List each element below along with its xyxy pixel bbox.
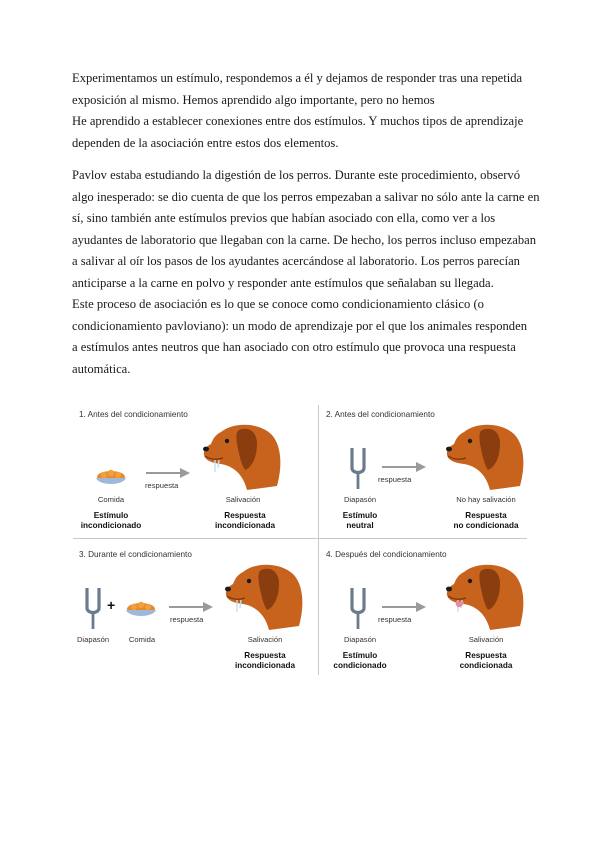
- panel-during-conditioning: [73, 540, 298, 675]
- plus-sign: +: [107, 597, 116, 613]
- stimulus-caption: Diapasón: [343, 635, 377, 644]
- dog-salivating-icon: [446, 564, 528, 634]
- divider-vertical: [318, 405, 319, 675]
- response-label-line: no condicionada: [453, 521, 519, 530]
- text-line: condicionamiento pavloviano): un modo de aprendizaje por el que los animales responden: [72, 318, 527, 333]
- text-line: a estímulos antes neutros que han asociado con otro estímulo que provoca una respuesta: [72, 340, 516, 354]
- food-bowl-icon: [95, 468, 129, 488]
- pavlov-paragraph: [72, 165, 540, 380]
- response-label-line: Respuesta: [224, 511, 266, 520]
- text-line: Pavlov estaba estudiando la digestión de los perros. Durante este procedimiento, observó: [72, 168, 521, 182]
- response-label-line: Respuesta: [465, 511, 507, 520]
- stimulus-label-line: incondicionado: [80, 521, 142, 530]
- text-line: dependen de la asociación entre estos dos elementos.: [72, 135, 339, 150]
- response-caption: No hay salivación: [456, 495, 516, 504]
- stimulus-caption: Diapasón: [76, 635, 110, 644]
- panel-title: 2. Antes del condicionamiento: [326, 410, 435, 419]
- text-line: anticiparse a la carne en polvo y responder ante estímulos que señalaban su llegada.: [72, 275, 494, 290]
- intro-paragraph: [72, 68, 527, 154]
- response-label: [215, 511, 275, 531]
- response-label: [460, 651, 513, 671]
- stimulus-label: [333, 651, 386, 671]
- response-label-line: incondicionada: [234, 661, 296, 670]
- dog-salivating-icon: [203, 424, 285, 494]
- text-line: algo inesperado: se dio cuenta de que los perros empezaban a salivar no sólo ante la carne en: [72, 189, 540, 204]
- arrow-icon: [169, 602, 215, 614]
- stimulus-caption: Comida: [97, 495, 125, 504]
- arrow-icon: [382, 602, 428, 614]
- arrow-label: respuesta: [145, 481, 179, 490]
- text-line: automática.: [72, 361, 131, 376]
- text-line: exposición al mismo. Hemos aprendido algo importante, pero no hemos: [72, 92, 435, 107]
- food-bowl-icon: [125, 600, 159, 620]
- tuning-fork-icon: [348, 586, 370, 632]
- conditioning-figure: [73, 400, 527, 680]
- response-label-line: condicionada: [459, 661, 513, 670]
- stimulus-label-line: condicionado: [333, 661, 387, 670]
- text-line: ayudantes de laboratorio que llegaban con la carne. De hecho, los perros incluso empezaban: [72, 232, 537, 247]
- panel-title: 4. Después del condicionamiento: [326, 550, 447, 559]
- text-line: Experimentamos un estímulo, respondemos a él y dejamos de responder tras una repetida: [72, 71, 523, 85]
- stimulus-label-line: Estímulo: [342, 511, 378, 520]
- response-caption: Salivación: [468, 635, 504, 644]
- response-label-line: Respuesta: [244, 651, 286, 660]
- stimulus-caption: Diapasón: [343, 495, 377, 504]
- panel-before-conditioning-food: [73, 400, 298, 535]
- text-line: sí, sino también ante estímulos previos que habían asociado con ella, como ver a los: [72, 211, 496, 225]
- stimulus-label-line: Estímulo: [93, 511, 129, 520]
- dog-salivating-icon: [225, 564, 307, 634]
- response-caption: Salivación: [225, 495, 261, 504]
- response-label: [235, 651, 295, 671]
- stimulus-caption: Comida: [128, 635, 156, 644]
- text-line: a salivar al oír los pasos de los ayudantes acercándose al laboratorio. Los perros parecían: [72, 254, 520, 268]
- panel-title: 3. Durante el condicionamiento: [79, 550, 192, 559]
- tuning-fork-icon: [348, 446, 370, 492]
- stimulus-label: [81, 511, 142, 531]
- dog-no-saliva-icon: [446, 424, 528, 494]
- text-line: Este proceso de asociación es lo que se conoce como condicionamiento clásico (o: [72, 297, 484, 311]
- tuning-fork-icon: [83, 586, 105, 632]
- response-label-line: Respuesta: [465, 651, 507, 660]
- arrow-label: respuesta: [170, 615, 204, 624]
- divider-horizontal: [73, 538, 527, 539]
- stimulus-label-line: neutral: [346, 521, 374, 530]
- response-label-line: incondicionada: [214, 521, 276, 530]
- response-caption: Salivación: [247, 635, 283, 644]
- arrow-label: respuesta: [378, 615, 412, 624]
- text-line: He aprendido a establecer conexiones entre dos estímulos. Y muchos tipos de aprendizaje: [72, 114, 524, 128]
- arrow-icon: [382, 462, 428, 474]
- panel-before-conditioning-fork: [320, 400, 545, 535]
- arrow-label: respuesta: [378, 475, 412, 484]
- arrow-icon: [146, 468, 192, 480]
- stimulus-label: [343, 511, 378, 531]
- response-label: [453, 511, 518, 531]
- stimulus-label-line: Estímulo: [342, 651, 378, 660]
- panel-title: 1. Antes del condicionamiento: [79, 410, 188, 419]
- panel-after-conditioning: [320, 540, 545, 675]
